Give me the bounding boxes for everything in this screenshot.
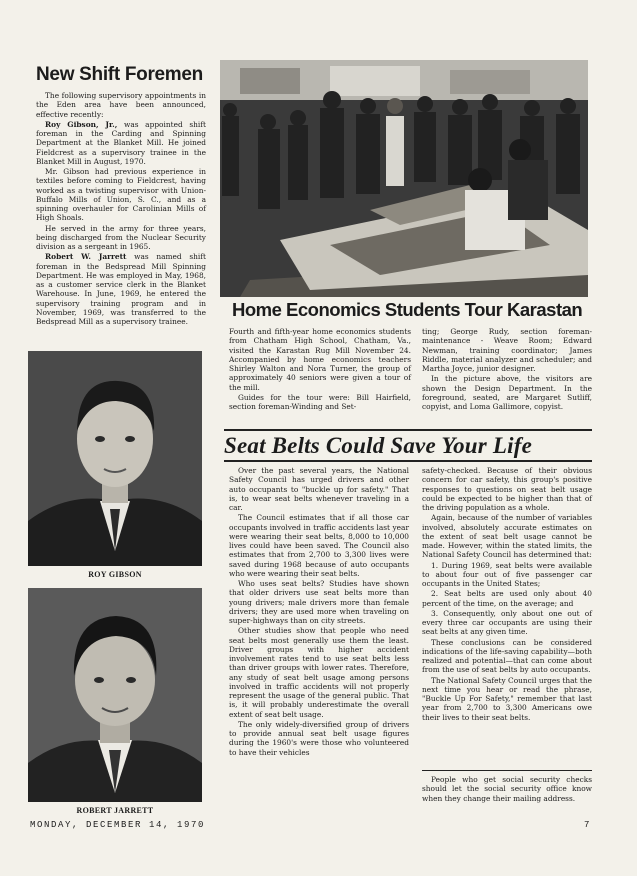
- seatbelts-paragraph: safety-checked. Because of their obvious concern for car safety, this group's positive responses to questions on seat belt usage could be expected to be higher than that of the driving population as a whole.: [422, 466, 592, 512]
- roy-gibson-photo: [28, 351, 202, 566]
- foremen-paragraph: [36, 252, 206, 326]
- seatbelts-paragraph: 2. Seat belts are used only about 40 percent of the time, on the average; and: [422, 589, 592, 608]
- foremen-paragraph: The following supervisory appointments in the Eden area have been announced, effective recently:: [36, 91, 206, 119]
- paragraph-text: was appointed shift foreman in the Carding and Spinning Department at the Blanket Mill. He joined Fieldcrest as a supervisory trainee in the Blanket Mill in August, 1970.: [36, 119, 206, 166]
- tour-title: Home Economics Students Tour Karastan: [232, 299, 583, 320]
- tour-paragraph: In the picture above, the visitors are shown the Design Department. In the foreground, seated, are Margaret Sutliff, copyist, and Loma Gallimore, copyist.: [422, 374, 592, 411]
- seatbelts-paragraph: Other studies show that people who need seat belts most generally use them the least. Driver groups with higher accident involvement rates tend to use seat belts less than driver groups with lower rates. Therefore, any study of seat belt usage among persons involved in traffic accidents will not properly represent the usage of the general public. That is, it will probably underestimate the overall extent of seat belt usage.: [229, 626, 409, 719]
- social-security-notice: [422, 775, 592, 804]
- foremen-paragraph: [36, 120, 206, 166]
- robert-jarrett-photo: [28, 588, 202, 802]
- foremen-paragraph: He served in the army for three years, being discharged from the Nuclear Security division as a sergeant in 1965.: [36, 223, 206, 251]
- seatbelts-paragraph: Over the past several years, the National Safety Council has urged drivers and other auto occupants to "buckle up for safety." That is, to wear seat belts whenever traveling in a car.: [229, 466, 409, 512]
- tour-photo: [220, 60, 588, 297]
- tour-photo-image: [220, 60, 588, 297]
- tour-paragraph: ting; George Rudy, section foreman-maintenance - Weave Room; Edward Newman, training coordinator; James Riddle, material analyzer and scheduler; and Martha Joyce, junior designer.: [422, 327, 592, 373]
- seatbelts-paragraph: The only widely-diversified group of drivers to provide annual seat belt usage figures during the 1960's were those who volunteered to have their vehicles: [229, 719, 409, 757]
- seatbelts-paragraph: The Council estimates that if all those car occupants involved in traffic accidents last year were wearing their seat belts, 8,000 to 10,000 lives could have been saved. The Council also estimates that from 2,700 to 3,300 lives were saved during 1968 because of auto occupants who were wearing their seat belts.: [229, 513, 409, 578]
- seatbelts-title: Seat Belts Could Save Your Life: [224, 433, 532, 458]
- page-number: 7: [584, 820, 592, 830]
- tour-paragraph: Guides for the tour were: Bill Hairfield, section foreman-Winding and Set-: [229, 392, 411, 411]
- seatbelts-paragraph: These conclusions can be considered indications of the life-saving capability—both realized and potential—that can come about from the use of seat belts by auto occupants.: [422, 637, 592, 675]
- tour-paragraph: Fourth and fifth-year home economics students from Chatham High School, Chatham, Va., visited the Karastan Rug Mill November 24. Accompanied by home economics teachers Shirley Walton and Nora Turner, the group of approximately 40 seniors were given a tour of the mill.: [229, 327, 411, 392]
- roy-gibson-caption: ROY GIBSON: [88, 570, 142, 579]
- portrait-image: [28, 351, 202, 566]
- seatbelts-paragraph: 3. Consequently, only about one out of every three car occupants are using their seat belts at any given time.: [422, 608, 592, 637]
- portrait-image: [28, 588, 202, 802]
- paragraph-text: was named shift foreman in the Bedspread Mill Spinning Department. He was employed in May, 1968, as a customer service clerk in the Blanket Warehouse. In June, 1969, he entered the supervisory training program and in November, 1969, was transferred to the Bedspread Mill as a supervisory trainee.: [36, 252, 206, 326]
- tour-column-1: [229, 327, 411, 412]
- headline-rule-bottom: [224, 460, 592, 462]
- notice-text: People who get social security checks should let the social security office know when they change their mailing address.: [422, 775, 592, 803]
- foremen-paragraph: Mr. Gibson had previous experience in textiles before coming to Fieldcrest, having worked as a twisting supervisor with Union-Buffalo Mills of Union, S. C., and as a spinning overhauler for Carolinian Mills of High Shoals.: [36, 167, 206, 223]
- tour-column-2: [422, 327, 592, 412]
- foremen-title: New Shift Foremen: [36, 64, 203, 85]
- foremen-article: [36, 91, 206, 327]
- person-name: Robert W. Jarrett: [45, 252, 127, 262]
- headline-rule-top: [224, 429, 592, 431]
- footer-date: MONDAY, DECEMBER 14, 1970: [30, 820, 206, 830]
- seatbelts-column-2: [422, 466, 592, 723]
- notice-rule: [422, 770, 592, 771]
- seatbelts-paragraph: Again, because of the number of variables involved, absolutely accurate estimates on the extent of seat belt usage cannot be made. However, within the stated limits, the National Safety Council has determined that:: [422, 513, 592, 560]
- seatbelts-paragraph: 1. During 1969, seat belts were available to about four out of five passenger car occupants in the United States;: [422, 560, 592, 588]
- seatbelts-paragraph: Who uses seat belts? Studies have shown that older drivers use seat belts more than young drivers; male drivers more than female drivers; they are used more when traveling on super-highways than on city streets.: [229, 579, 409, 625]
- seatbelts-column-1: [229, 466, 409, 758]
- person-name: Roy Gibson, Jr.,: [45, 119, 118, 129]
- robert-jarrett-caption: ROBERT JARRETT: [76, 806, 154, 815]
- seatbelts-paragraph: The National Safety Council urges that the next time you hear or read the phrase, "Buckle Up For Safety," remember that last year from 2,700 to 3,300 Americans owe their lives to their seat belts.: [422, 675, 592, 722]
